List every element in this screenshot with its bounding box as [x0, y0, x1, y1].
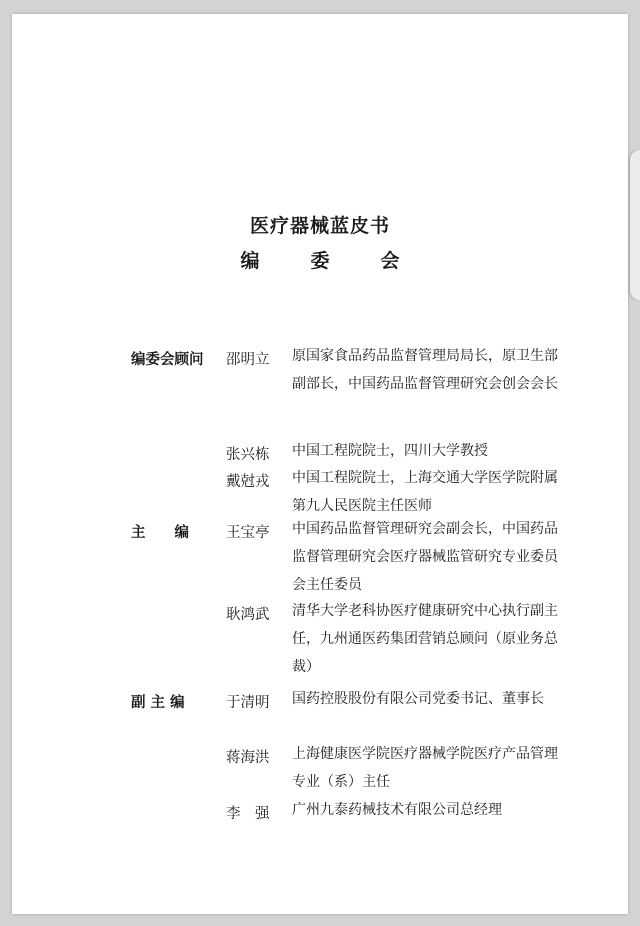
role-label: 编委会顾问: [131, 351, 204, 368]
member-description: 中国工程院院士，四川大学教授: [292, 443, 488, 459]
role-label: 主 编: [131, 524, 189, 541]
member-description: 清华大学老科协医疗健康研究中心执行副主任，九州通医药集团营销总顾问（原业务总裁）: [292, 603, 558, 675]
member-description: 中国药品监督管理研究会副会长，中国药品监督管理研究会医疗器械监管研究专业委员会主任委员: [292, 521, 558, 593]
member-name: 耿鸿武: [226, 607, 270, 623]
member-name: 蒋海洪: [226, 750, 270, 766]
committee-heading: 编 委 会: [240, 250, 416, 272]
member-name: 李 强: [226, 806, 270, 822]
member-name: 邵明立: [226, 352, 270, 368]
member-description: 广州九泰药械技术有限公司总经理: [292, 802, 502, 818]
document-page: [12, 14, 628, 914]
member-name: 张兴栋: [226, 447, 270, 463]
member-name: 戴尅戎: [226, 474, 270, 490]
member-name: 于清明: [226, 695, 270, 711]
role-label: 副 主 编: [131, 694, 185, 711]
member-name: 王宝亭: [226, 525, 270, 541]
member-description: 中国工程院院士，上海交通大学医学院附属第九人民医院主任医师: [292, 470, 558, 514]
member-description: 国药控股股份有限公司党委书记、董事长: [292, 691, 544, 707]
member-description: 原国家食品药品监督管理局局长，原卫生部副部长，中国药品监督管理研究会创会会长: [292, 348, 558, 392]
book-title: 医疗器械蓝皮书: [249, 215, 390, 237]
page-scroll-handle[interactable]: [630, 150, 640, 300]
member-description: 上海健康医学院医疗器械学院医疗产品管理专业（系）主任: [292, 746, 558, 790]
